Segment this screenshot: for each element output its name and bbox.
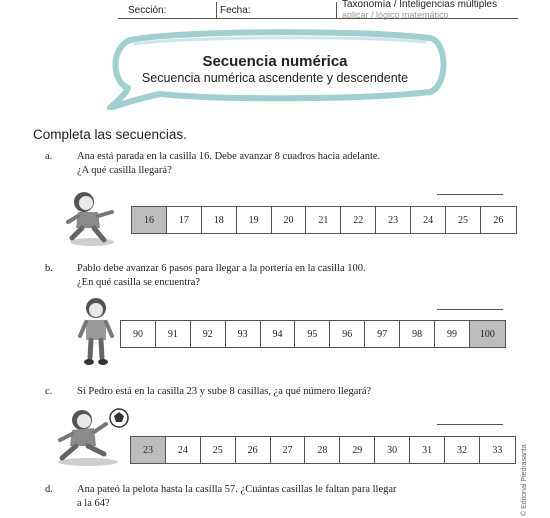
question-line: ¿A qué casilla llegará?: [77, 165, 172, 176]
strip-cell: 99: [435, 321, 470, 347]
strip-cell: 95: [295, 321, 330, 347]
strip-cell: 17: [167, 207, 202, 233]
taxonomia-label: Taxonomía / Inteligencias múltiples: [342, 0, 498, 10]
answer-line[interactable]: [437, 309, 503, 310]
strip-cell: 25: [201, 437, 236, 463]
strip-cell: 23: [131, 437, 166, 463]
question-line: Ana está parada en la casilla 16. Debe avanzar 8 cuadros hacia adelante.: [77, 151, 381, 162]
strip-cell: 27: [271, 437, 306, 463]
header-divider: [216, 2, 217, 18]
boy-kicking-illustration: [46, 404, 130, 468]
strip-cell: 100: [470, 321, 505, 347]
instruction: Completa las secuencias.: [33, 127, 187, 142]
page-title: Secuencia numérica: [202, 53, 348, 70]
strip-cell: 26: [236, 437, 271, 463]
strip-cell: 21: [306, 207, 341, 233]
svg-text:© Editorial Piedrasanta: © Editorial Piedrasanta: [521, 444, 528, 516]
question-line: Ana pateó la pelota hasta la casilla 57. ¿Cuántas casillas le faltan para llegar: [77, 484, 397, 495]
header-divider: [336, 2, 337, 18]
question-line: Pablo debe avanzar 6 pasos para llegar a la portería en la casilla 100.: [77, 263, 366, 274]
header-rule: [118, 18, 518, 19]
strip-cell: 23: [376, 207, 411, 233]
number-strip: [130, 436, 516, 464]
strip-cell: 24: [411, 207, 446, 233]
strip-cell: 24: [166, 437, 201, 463]
strip-cell: 30: [375, 437, 410, 463]
strip-cell: 31: [410, 437, 445, 463]
strip-cell: 25: [446, 207, 481, 233]
strip-cell: 26: [493, 214, 504, 226]
strip-cell: 33: [492, 444, 503, 456]
strip-cell: 20: [272, 207, 307, 233]
fecha-label: Fecha:: [220, 5, 251, 16]
strip-cell: 96: [330, 321, 365, 347]
question-letter: b.: [45, 263, 53, 274]
taxonomia-sub: aplicar / lógico matemático: [342, 10, 449, 20]
strip-cell: 93: [226, 321, 261, 347]
strip-cell: 32: [445, 437, 480, 463]
question-text: [77, 385, 371, 399]
question-text: [77, 483, 397, 511]
answer-line[interactable]: [437, 194, 503, 195]
strip-cell: 19: [237, 207, 272, 233]
number-strip: [120, 320, 506, 348]
question-line: Si Pedro está en la casilla 23 y sube 8 casillas, ¿a qué número llegará?: [77, 386, 372, 397]
boy-standing-illustration: [76, 296, 116, 368]
question-line: a la 64?: [77, 498, 110, 509]
question-letter: d.: [45, 484, 53, 495]
seccion-label: Sección:: [128, 5, 167, 16]
question-text: [77, 150, 380, 178]
strip-cell: 97: [365, 321, 400, 347]
question-letter: c.: [45, 386, 53, 397]
strip-cell: 16: [132, 207, 167, 233]
strip-cell: 18: [202, 207, 237, 233]
strip-cell: 91: [156, 321, 191, 347]
strip-cell: 92: [191, 321, 226, 347]
strip-cell: 22: [341, 207, 376, 233]
publisher-credit: [516, 420, 530, 516]
page-subtitle: Secuencia numérica ascendente y descendente: [141, 71, 409, 85]
strip-cell: 98: [400, 321, 435, 347]
strip-cell: 29: [340, 437, 375, 463]
number-strip: [131, 206, 517, 234]
strip-cell: 90: [121, 321, 156, 347]
strip-cell: 94: [261, 321, 296, 347]
girl-running-illustration: [62, 190, 122, 248]
answer-line[interactable]: [437, 424, 503, 425]
question-text: [77, 262, 366, 290]
question-line: ¿En qué casilla se encuentra?: [77, 277, 201, 288]
question-letter: a.: [45, 151, 53, 162]
strip-cell: 28: [305, 437, 340, 463]
